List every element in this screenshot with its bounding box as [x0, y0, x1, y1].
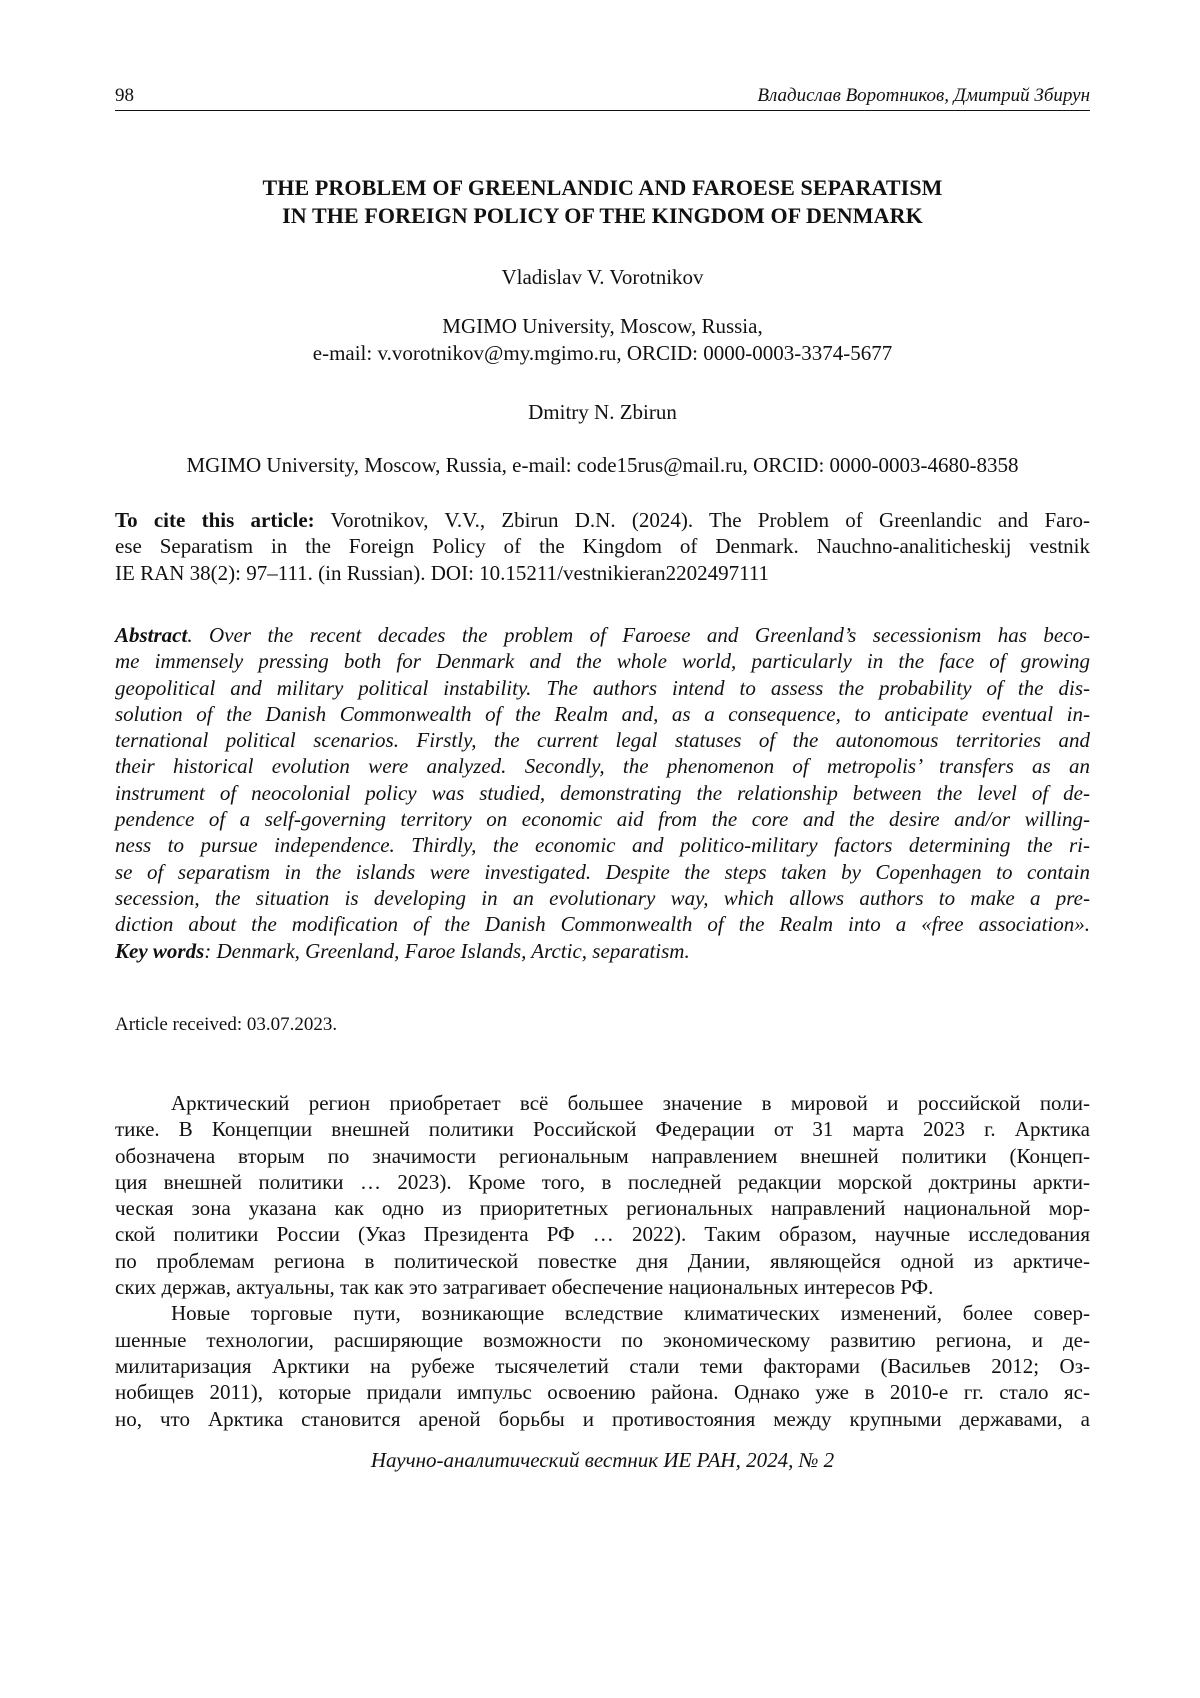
citation-block	[115, 507, 1090, 586]
body-line: ция внешней политики … 2023). Кроме того, в последней редакции морской доктрины аркти-	[115, 1169, 1090, 1194]
abstract-line: se of separatism in the islands were investigated. Despite the steps taken by Copenhagen to contain	[115, 859, 1090, 884]
author2-name-block	[115, 399, 1090, 426]
running-head	[115, 82, 1090, 111]
body-line: Арктический регион приобретает всё большее значение в мировой и российской поли-	[171, 1091, 1090, 1115]
citation-line	[115, 507, 1090, 533]
citation-text: Vorotnikov, V.V., Zbirun D.N. (2024). The Problem of Greenlandic and Faro-	[314, 508, 1090, 532]
author1-contact: e-mail: v.vorotnikov@my.mgimo.ru, ORCID: 0000-0003-3374-5677	[312, 341, 893, 365]
body-line: нобищев 2011), которые придали импульс освоению района. Однако уже в 2010-е гг. стало яс-	[115, 1380, 1090, 1405]
article-title-line: THE PROBLEM OF GREENLANDIC AND FAROESE SEPARATISM	[262, 175, 943, 200]
running-head-authors: Владислав Воротников, Дмитрий Збирун	[757, 85, 1090, 106]
body-line: Новые торговые пути, возникающие вследствие климатических изменений, более совер-	[171, 1301, 1090, 1326]
body-line: но, что Арктика становится ареной борьбы и противостояния между крупными державами, а	[115, 1406, 1090, 1431]
citation-line: ese Separatism in the Foreign Policy of the Kingdom of Denmark. Nauchno-analiticheskij vestnik	[115, 534, 1090, 559]
body-line: милитаризация Арктики на рубеже тысячелетий стали теми факторами (Васильев 2012; Оз-	[115, 1353, 1090, 1378]
author1-name: Vladislav V. Vorotnikov	[501, 265, 704, 289]
abstract-text: . Over the recent decades the problem of Faroese and Greenland’s secessionism has beco-	[187, 623, 1090, 647]
author-name	[115, 264, 1090, 291]
abstract-line: ness to pursue independence. Thirdly, the economic and politico-military factors determining the ri-	[115, 833, 1090, 858]
author1-affiliation: MGIMO University, Moscow, Russia,	[442, 314, 763, 338]
abstract-line: solution of the Danish Commonwealth of the Realm and, as a consequence, to anticipate eventual in-	[115, 701, 1090, 726]
keywords-line	[115, 938, 1090, 964]
abstract-line: ternational political scenarios. Firstly, the current legal statuses of the autonomous territories and	[115, 728, 1090, 753]
body-line: по проблемам региона в политической повестке дня Дании, являющейся одной из арктиче-	[115, 1248, 1090, 1273]
article-received: Article received: 03.07.2023.	[115, 1014, 338, 1035]
abstract-label: Abstract	[115, 623, 188, 647]
abstract-line: secession, the situation is developing in an evolutionary way, which allows authors to make a pre-	[115, 885, 1090, 910]
author1-affiliation-block	[115, 313, 1090, 367]
body-line: ческая зона указана как одно из приоритетных региональных направлений национальной мор-	[115, 1196, 1090, 1221]
author2-name: Dmitry N. Zbirun	[528, 400, 677, 424]
keywords-label: Key words	[115, 938, 205, 963]
body-line: ской политики России (Указ Президента РФ … 2022). Таким образом, научные исследования	[115, 1222, 1090, 1247]
abstract-block	[115, 622, 1090, 964]
abstract-line	[115, 622, 1090, 648]
abstract-line: diction about the modification of the Danish Commonwealth of the Realm into a «free association».	[115, 912, 1090, 937]
article-title-line: IN THE FOREIGN POLICY OF THE KINGDOM OF DENMARK	[282, 203, 923, 228]
body-line: шенные технологии, расширяющие возможности по экономическому развитию региона, и де-	[115, 1327, 1090, 1352]
author2-affiliation: MGIMO University, Moscow, Russia, e-mail: code15rus@mail.ru, ORCID: 0000-0003-4680-8358	[186, 453, 1019, 477]
abstract-line: their historical evolution were analyzed. Secondly, the phenomenon of metropolis’ transfers as an	[115, 754, 1090, 779]
article-title	[115, 174, 1090, 230]
page-number: 98	[115, 85, 134, 106]
abstract-line: instrument of neocolonial policy was studied, demonstrating the relationship between the level of de-	[115, 780, 1090, 805]
body-line: обозначена вторым по значимости региональным направлением внешней политики (Концеп-	[115, 1143, 1090, 1168]
abstract-line: pendence of a self-governing territory on economic aid from the core and the desire and/or willing-	[115, 807, 1090, 832]
author2-affiliation-block	[115, 452, 1090, 479]
journal-footer: Научно-аналитический вестник ИЕ РАН, 2024, № 2	[370, 1448, 835, 1472]
body-line: тике. В Концепции внешней политики Российской Федерации от 31 марта 2023 г. Арктика	[115, 1117, 1090, 1142]
citation-label: To cite this article:	[115, 508, 315, 532]
body-text	[115, 1090, 1090, 1432]
body-line: ских держав, актуальны, так как это затрагивает обеспечение национальных интересов РФ.	[115, 1275, 934, 1300]
citation-line: IE RAN 38(2): 97–111. (in Russian). DOI: 10.15211/vestnikieran2202497111	[115, 560, 770, 585]
keywords-text: : Denmark, Greenland, Faroe Islands, Arctic, separatism.	[204, 938, 690, 963]
abstract-line: geopolitical and military political instability. The authors intend to assess the probability of the dis-	[115, 675, 1090, 700]
abstract-line: me immensely pressing both for Denmark and the whole world, particularly in the face of growing	[115, 649, 1090, 674]
